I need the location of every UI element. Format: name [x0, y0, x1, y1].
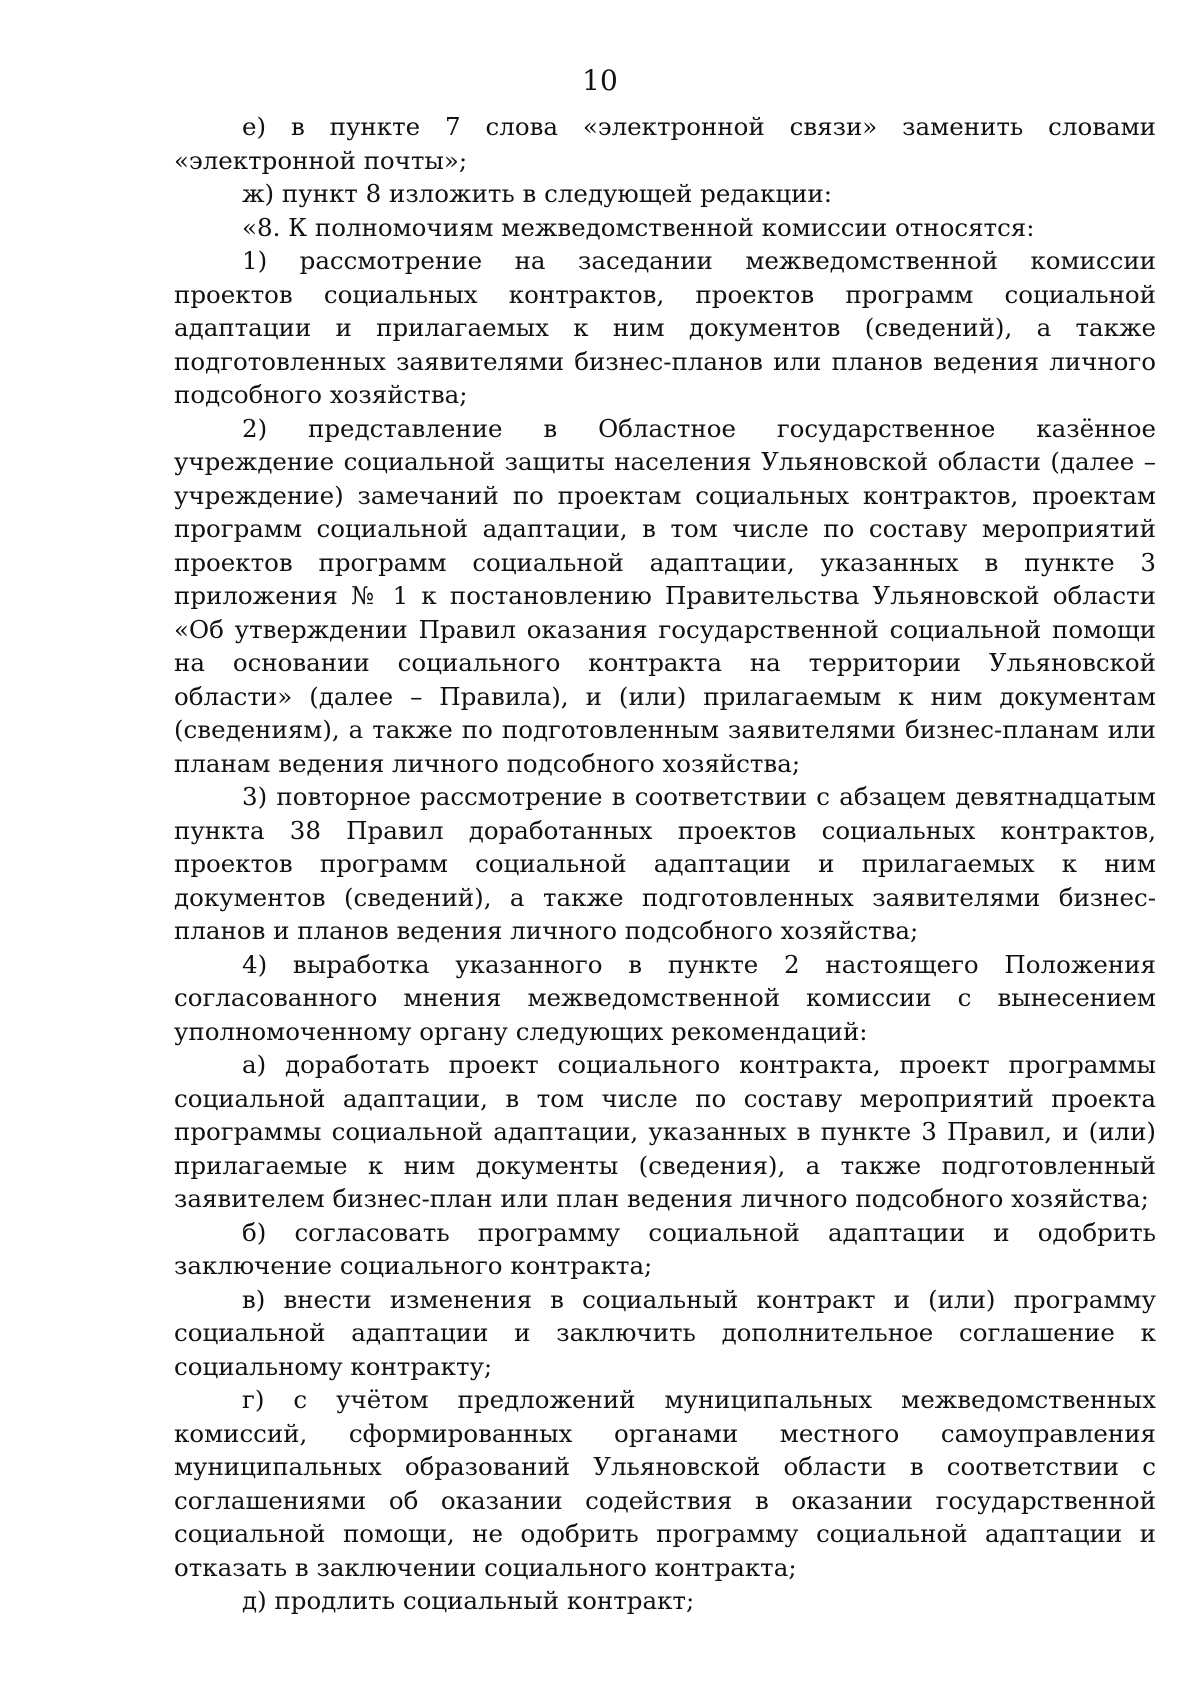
document-body: [174, 110, 1156, 1618]
paragraph-e: е) в пункте 7 слова «электронной связи» заменить словами «электронной почты»;: [174, 112, 1156, 175]
page-number: 10: [582, 64, 618, 97]
paragraph-sub-d: д) продлить социальный контракт;: [242, 1586, 695, 1615]
paragraph-item-8-2: 2) представление в Областное государственное казённое учреждение социальной защиты населения Ульяновской области (далее – учреждение) замечаний по проектам социальных контрактов, проектам программ социальной адаптации, в том числе по составу мероприятий проектов программ социальной адаптации, указанных в пункте 3 приложения № 1 к постановлению Правительства Ульяновской области «Об утверждении Правил оказания государственной социальной помощи на основании социального контракта на территории Ульяновской области» (далее – Правила), и (или) прилагаемым к ним документам (сведениям), а также по подготовленным заявителями бизнес-планам или планам ведения личного подсобного хозяйства;: [174, 413, 1156, 778]
paragraph-item-8-1: 1) рассмотрение на заседании межведомственной комиссии проектов социальных контрактов, проектов программ социальной адаптации и прилагаемых к ним документов (сведений), а также подготовленных заявителями бизнес-планов или планов ведения личного подсобного хозяйства;: [174, 246, 1156, 409]
paragraph-sub-g: г) с учётом предложений муниципальных межведомственных комиссий, сформированных органами местного самоуправления муниципальных образований Ульяновской области в соответствии с соглашениями об оказании содействия в оказании государственной социальной помощи, не одобрить программу социальной адаптации и отказать в заключении социального контракта;: [174, 1385, 1156, 1582]
paragraph-zh: ж) пункт 8 изложить в следующей редакции:: [242, 179, 832, 208]
paragraph-sub-a: а) доработать проект социального контракта, проект программы социальной адаптации, в том числе по составу мероприятий проекта программы социальной адаптации, указанных в пункте 3 Правил, и (или) прилагаемые к ним документы (сведения), а также подготовленный заявителем бизнес-план или план ведения личного подсобного хозяйства;: [174, 1050, 1156, 1213]
paragraph-item-8-4: 4) выработка указанного в пункте 2 настоящего Положения согласованного мнения межведомственной комиссии с вынесением уполномоченному органу следующих рекомендаций:: [174, 949, 1156, 1046]
paragraph-item-8: «8. К полномочиям межведомственной комиссии относятся:: [242, 212, 1035, 242]
paragraph-sub-b: б) согласовать программу социальной адаптации и одобрить заключение социального контракта;: [174, 1217, 1156, 1280]
paragraph-item-8-3: 3) повторное рассмотрение в соответствии с абзацем девятнадцатым пункта 38 Правил доработанных проектов социальных контрактов, проектов программ социальной адаптации и прилагаемых к ним документов (сведений), а также подготовленных заявителями бизнес-планов и планов ведения личного подсобного хозяйства;: [174, 782, 1156, 945]
paragraph-sub-v: в) внести изменения в социальный контракт и (или) программу социальной адаптации и заключить дополнительное соглашение к социальному контракту;: [174, 1284, 1156, 1381]
